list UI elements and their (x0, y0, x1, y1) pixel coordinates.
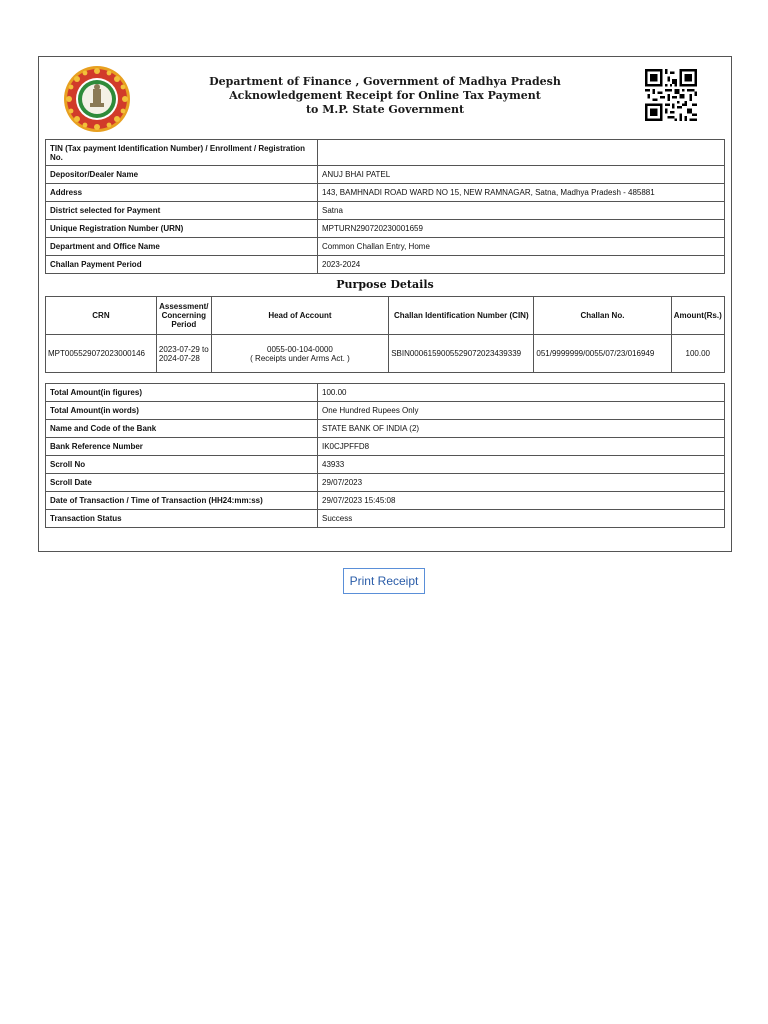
amount-header: Amount(Rs.) (671, 297, 724, 335)
scroll-no-label: Scroll No (46, 456, 318, 474)
head-of-account-header: Head of Account (211, 297, 388, 335)
table-row (46, 220, 725, 238)
receipt-title: Acknowledgement Receipt for Online Tax Payment (229, 89, 541, 102)
urn-value: MPTURN290720230001659 (318, 220, 725, 238)
receipt-header (43, 63, 727, 139)
crn-header: CRN (46, 297, 157, 335)
total-words-value: One Hundred Rupees Only (318, 402, 725, 420)
total-figures-value: 100.00 (318, 384, 725, 402)
table-row (46, 456, 725, 474)
bank-reference-value: IK0CJPFFD8 (318, 438, 725, 456)
receipt-title-block (163, 75, 607, 117)
table-row (46, 140, 725, 166)
table-row (46, 184, 725, 202)
urn-label: Unique Registration Number (URN) (46, 220, 318, 238)
depositor-name-value: ANUJ BHAI PATEL (318, 166, 725, 184)
table-row (46, 202, 725, 220)
total-figures-label: Total Amount(in figures) (46, 384, 318, 402)
depositor-name-label: Depositor/Dealer Name (46, 166, 318, 184)
challan-no-header: Challan No. (534, 297, 671, 335)
table-row (46, 335, 725, 373)
crn-value: MPT005529072023000146 (46, 335, 157, 373)
transaction-status-label: Transaction Status (46, 510, 318, 528)
table-row (46, 492, 725, 510)
transaction-status-value: Success (318, 510, 725, 528)
district-label: District selected for Payment (46, 202, 318, 220)
department-title: Department of Finance , Government of Madhya Pradesh (209, 75, 561, 88)
bank-name-value: STATE BANK OF INDIA (2) (318, 420, 725, 438)
bank-reference-label: Bank Reference Number (46, 438, 318, 456)
head-of-account-description: ( Receipts under Arms Act. ) (250, 353, 350, 363)
transaction-datetime-label: Date of Transaction / Time of Transaction (HH24:mm:ss) (46, 492, 318, 510)
actions-bar (0, 568, 768, 594)
mp-government-emblem-icon (63, 65, 131, 133)
print-receipt-button[interactable]: Print Receipt (343, 568, 426, 594)
tin-value (318, 140, 725, 166)
cin-header: Challan Identification Number (CIN) (389, 297, 534, 335)
payment-period-value: 2023-2024 (318, 256, 725, 274)
payment-period-label: Challan Payment Period (46, 256, 318, 274)
department-office-label: Department and Office Name (46, 238, 318, 256)
depositor-info-table (45, 139, 725, 274)
table-row (46, 474, 725, 492)
scroll-date-value: 29/07/2023 (318, 474, 725, 492)
cin-value: SBIN0006159005529072023439339 (389, 335, 534, 373)
department-office-value: Common Challan Entry, Home (318, 238, 725, 256)
scroll-no-value: 43933 (318, 456, 725, 474)
payment-summary-table (45, 383, 725, 528)
challan-no-value: 051/9999999/0055/07/23/016949 (534, 335, 671, 373)
table-row (46, 420, 725, 438)
table-row (46, 384, 725, 402)
table-header-row (46, 297, 725, 335)
amount-value: 100.00 (671, 335, 724, 373)
period-value: 2023-07-29 to 2024-07-28 (156, 335, 211, 373)
address-value: 143, BAMHNADI ROAD WARD NO 15, NEW RAMNAGAR, Satna, Madhya Pradesh - 485881 (318, 184, 725, 202)
head-of-account-cell (211, 335, 388, 373)
district-value: Satna (318, 202, 725, 220)
purpose-details-table (45, 296, 725, 373)
total-words-label: Total Amount(in words) (46, 402, 318, 420)
table-row (46, 166, 725, 184)
qr-code-icon (645, 69, 697, 121)
tin-label: TIN (Tax payment Identification Number) / Enrollment / Registration No. (46, 140, 318, 166)
address-label: Address (46, 184, 318, 202)
table-row (46, 256, 725, 274)
purpose-details-title: Purpose Details (336, 278, 434, 291)
bank-name-label: Name and Code of the Bank (46, 420, 318, 438)
table-row (46, 402, 725, 420)
acknowledgement-receipt (38, 56, 732, 552)
receipt-subtitle: to M.P. State Government (305, 103, 465, 116)
table-row (46, 510, 725, 528)
scroll-date-label: Scroll Date (46, 474, 318, 492)
table-row (46, 438, 725, 456)
table-row (46, 238, 725, 256)
period-header: Assessment/ Concerning Period (156, 297, 211, 335)
head-of-account-code: 0055-00-104-0000 (267, 344, 333, 354)
transaction-datetime-value: 29/07/2023 15:45:08 (318, 492, 725, 510)
